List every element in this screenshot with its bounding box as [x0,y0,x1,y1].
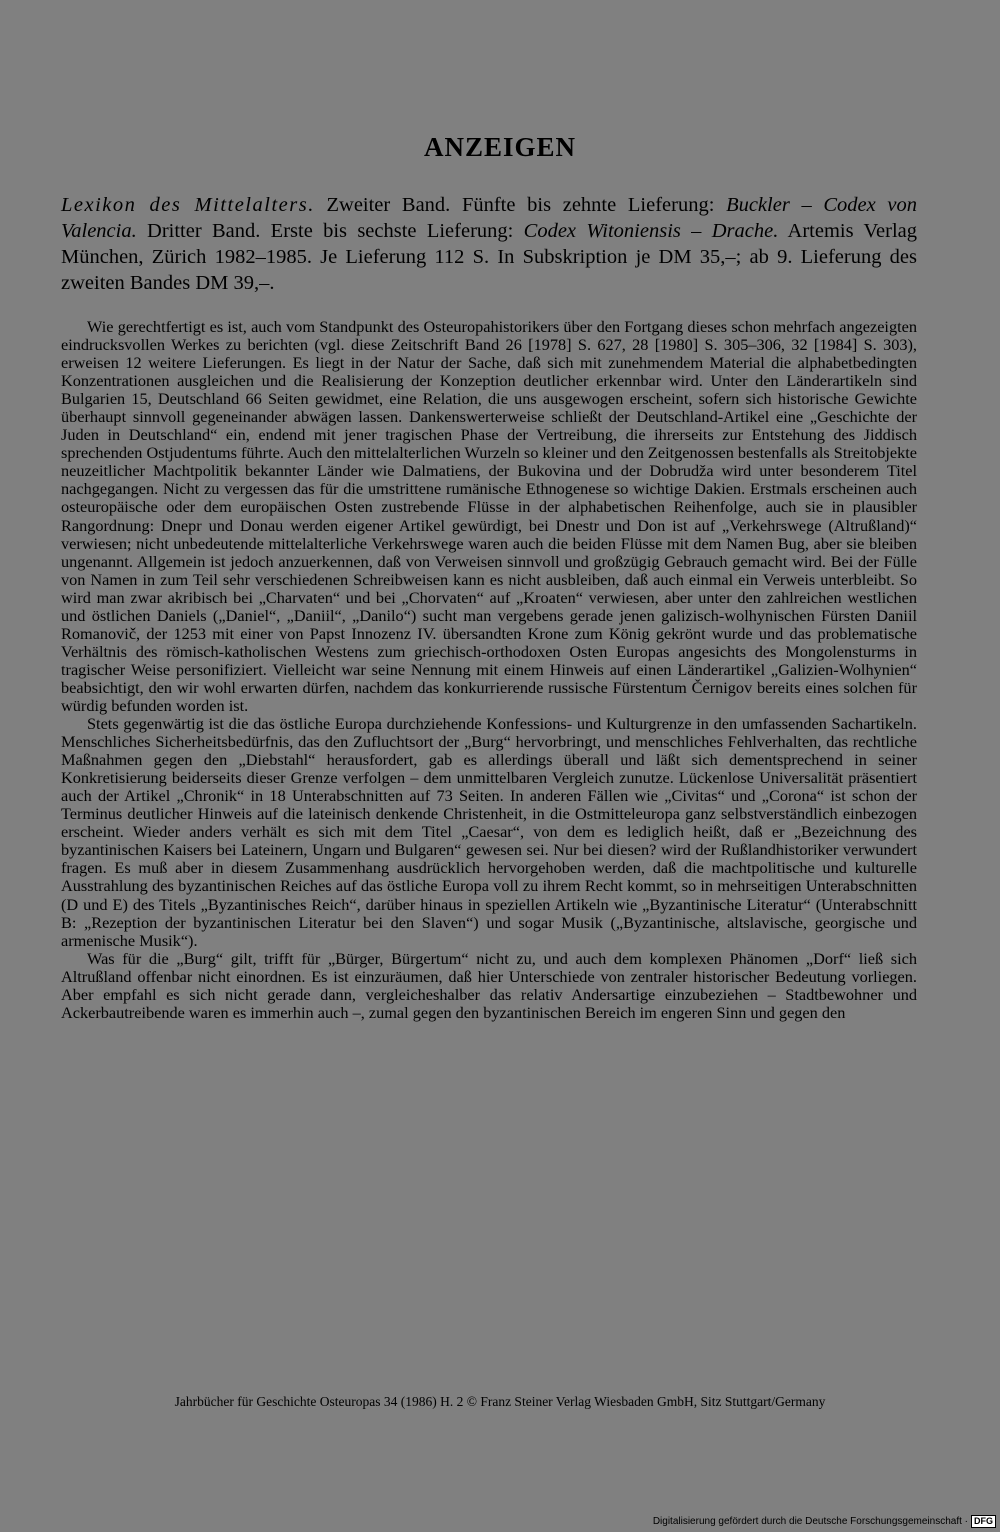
paragraph: Was für die „Burg“ gilt, trifft für „Bürger, Bürgertum“ nicht zu, und auch dem komplexen Phänomen „Dorf“ ließ sich Altrußland offenbar nicht einordnen. Es ist einzuräumen, daß hier Unterschiede von zentraler historischer Bedeutung vorliegen. Aber empfahl es sich nicht gerade dann, vergleicheshalber das relativ Andersartige einzubeziehen – Stadtbewohner und Ackerbautreibende waren es immerhin auch –, zumal gegen den byzantinischen Bereich im engeren Sinn und gegen den [61,948,917,1022]
page-title: ANZEIGEN [423,132,577,163]
entry-publisher: Artemis Verlag München, Zürich 1982–1985. Je Lieferung 112 S. In Subskription je DM 35,–; ab 9. Lieferung des zweiten Bandes DM 39,–. [61,220,917,294]
dfg-notice [653,1515,996,1528]
dfg-text: Digitalisierung gefördert durch die Deutsche Forschungsgemeinschaft · [652,1516,968,1527]
entry-range: Codex Witoniensis – Drache. [523,220,779,242]
bibliographic-entry [61,192,917,296]
paragraph: Stets gegenwärtig ist die das östliche Europa durchziehende Konfessions- und Kulturgrenze in den umfassenden Sachartikeln. Menschliches Sicherheitsbedürfnis, das den Zufluchtsort der „Burg“ hervorbringt, und menschliches Fehlverhalten, das rechtliche Maßnahmen gegen den „Diebstahl“ herausfordert, gab es allerdings überall und läßt sich dementsprechend in seiner Konkretisierung beiderseits dieser Grenze verfolgen – dem unmittelbaren Vergleich zunutze. Lückenlose Universalität präsentiert auch der Artikel „Chronik“ in 18 Unterabschnitten auf 73 Seiten. In anderen Fällen wie „Civitas“ und „Corona“ ist schon der Terminus deutlicher Hinweis auf die lateinisch denkende Christenheit, in die Ostmitteleuropa ganz selbstverständlich einbezogen erscheint. Wieder anders verhält es sich mit dem Titel „Caesar“, von dem es lediglich heißt, daß er „Bezeichnung des byzantinischen Kaisers bei Lateinern, Ungarn und Bulgaren“ gewesen sei. Nur bei diesen? wird der Rußlandhistoriker verwundert fragen. Es muß aber in diesem Zusammenhang ausdrücklich hervorgehoben werden, daß die machtpolitische und kulturelle Ausstrahlung des byzantinischen Reiches auf das östliche Europa voll zu ihrem Recht kommt, so in mehrseitigen Unterabschnitten (D und E) des Titels „Byzantinisches Reich“, darüber hinaus in speziellen Artikeln wie „Byzantinische Literatur“ (Unterabschnitt B: „Rezeption der byzantinischen Literatur bei den Slaven“) und sogar Musik („Byzantinische, altslavische, georgische und armenische Musik“). [61,714,917,950]
entry-work-title: Lexikon des Mittelalters. [61,194,315,216]
entry-range: Buckler – Codex von Valencia. [61,194,918,242]
review-body [61,318,917,1022]
journal-footer: Jahrbücher für Geschichte Osteuropas 34 (1986) H. 2 © Franz Steiner Verlag Wiesbaden GmbH, Sitz Stuttgart/Germany [174,1394,826,1409]
dfg-logo-icon: DFG [971,1515,996,1528]
entry-text: Dritter Band. Erste bis sechste Lieferung: [136,220,524,242]
paragraph: Wie gerechtfertigt es ist, auch vom Standpunkt des Osteuropahistorikers über den Fortgang dieses schon mehrfach angezeigten eindrucksvollen Werkes zu berichten (vgl. diese Zeitschrift Band 26 [1978] S. 627, 28 [1980] S. 305–306, 32 [1984] S. 303), erweisen 12 weitere Lieferungen. Es liegt in der Natur der Sache, daß sich mit zunehmendem Material die alphabetbedingten Konzentrationen ausgleichen und die Realisierung der Konzeption deutlicher erkennbar wird. Unter den Länderartikeln sind Bulgarien 15, Deutschland 66 Seiten gewidmet, eine Relation, die uns ausgewogen erscheint, sofern sich historische Gewichte überhaupt sinnvoll gegeneinander abwägen lassen. Dankenswerterweise schließt der Deutschland-Artikel eine „Geschichte der Juden in Deutschland“ ein, endend mit jener tragischen Phase der Vertreibung, die ihrerseits zur Entstehung des Jiddisch sprechenden Ostjudentums führte. Auch den mittelalterlichen Wurzeln so kleiner und den Zeitgenossen bestenfalls als Streitobjekte neuzeitlicher Machtpolitik bekannter Länder wie Dalmatiens, der Bukovina und der Dobrudža wird unter besonderem Titel nachgegangen. Nicht zu vergessen das für die umstrittene rumänische Ethnogenese so wichtige Dakien. Erstmals erscheinen auch osteuropäische oder dem europäischen Osten zustrebende Flüsse in der alphabetischen Reihenfolge, auch sie in plausibler Rangordnung: Dnepr und Donau werden eigener Artikel gewürdigt, bei Dnestr und Don ist auf „Verkehrswege (Altrußland)“ verwiesen; nicht unbedeutende mittelalterliche Verkehrswege waren auch die beiden Flüsse mit dem Namen Bug, aber sie bleiben ungenannt. Allgemein ist jedoch anzuerkennen, daß von Verweisen sinnvoll und großzügig Gebrauch gemacht wird. Bei der Fülle von Namen in zum Teil sehr verschiedenen Schreibweisen kann es nicht ausbleiben, daß auch einmal ein Verweis unterbleibt. So wird man zwar akribisch bei „Charvaten“ und bei „Chorvaten“ auf „Kroaten“ verwiesen, aber unter den zahlreichen westlichen und östlichen Daniels („Daniel“, „Daniil“, „Danilo“) sucht man vergebens gerade jenen galizisch-wolhynischen Fürsten Daniil Romanovič, der 1253 mit einer von Papst Innozenz IV. übersandten Krone zum König gekrönt wurde und das problematische Verhältnis des römisch-katholischen Westens zum griechisch-orthodoxen Osten Europas angesichts des Mongolensturms in tragischer Weise personifiziert. Vielleicht war seine Nennung mit einem Hinweis auf einen Länderartikel „Galizien-Wolhynien“ beabsichtigt, den wir wohl erwarten dürfen, nachdem das konkurrierende russische Fürstentum Černigov bereits eines solchen für würdig befunden worden ist. [61,317,917,715]
entry-text: Zweiter Band. Fünfte bis zehnte Lieferung: [314,194,727,216]
